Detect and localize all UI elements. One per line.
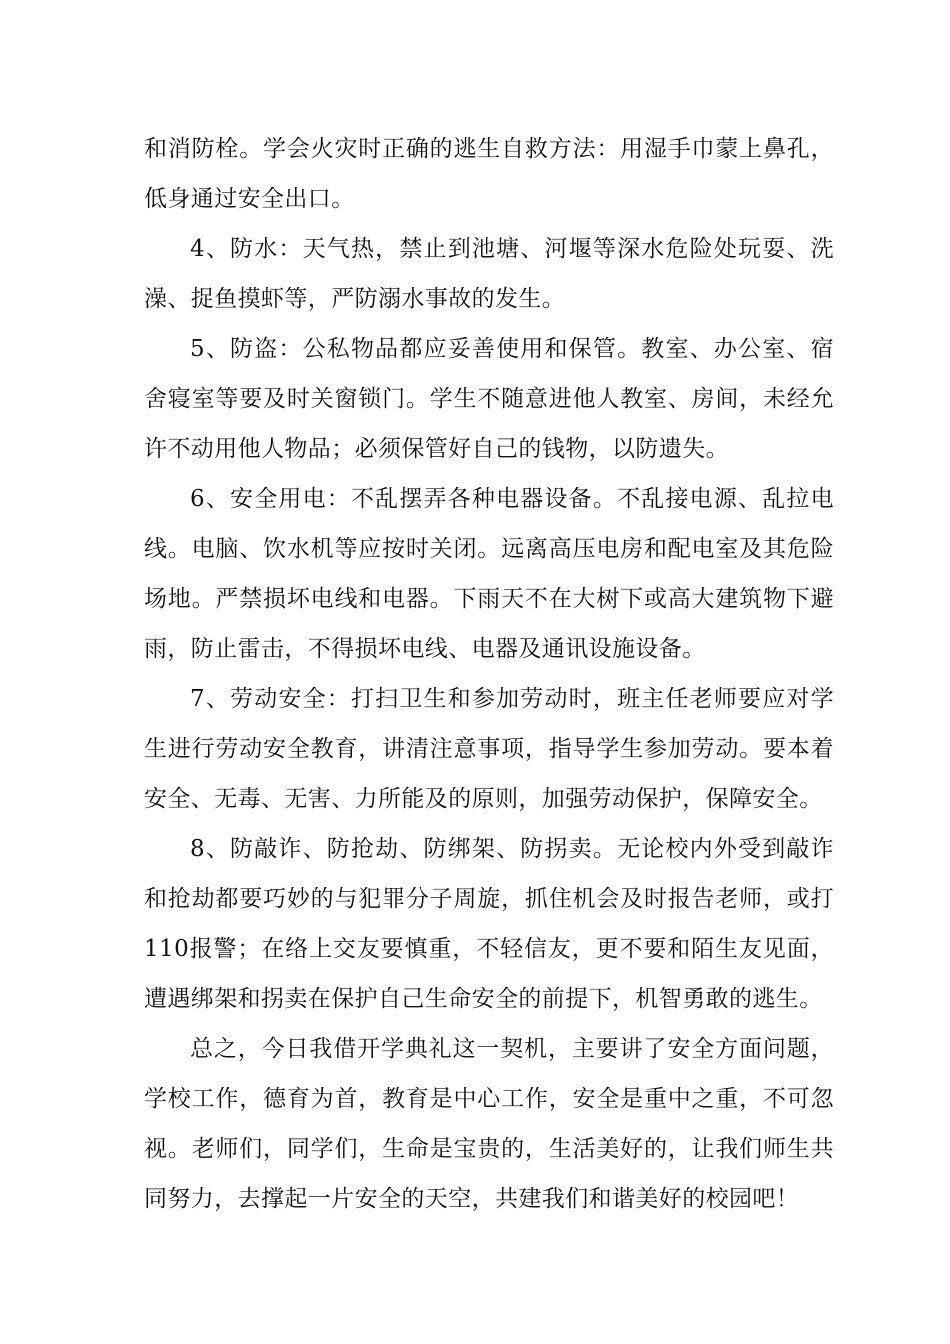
paragraph-labor-safety: 7、劳动安全：打扫卫生和参加劳动时，班主任老师要应对学生进行劳动安全教育，讲清注意事项，指导学生参加劳动。要本着安全、无毒、无害、力所能及的原则，加强劳动保护，保障安全。 (144, 686, 834, 812)
document-body (144, 124, 834, 1224)
paragraph-crime-prevention: 8、防敲诈、防抢劫、防绑架、防拐卖。无论校内外受到敲诈和抢劫都要巧妙的与犯罪分子周旋，抓住机会及时报告老师，或打110报警；在络上交友要慎重，不轻信友，更不要和陌生友见面，遭遇绑架和拐卖在保护自己生命安全的前提下，机智勇敢的逃生。 (144, 836, 834, 1012)
paragraph-theft-prevention: 5、防盗：公私物品都应妥善使用和保管。教室、办公室、宿舍寝室等要及时关窗锁门。学生不随意进他人教室、房间，未经允许不动用他人物品；必须保管好自己的钱物，以防遗失。 (144, 336, 834, 462)
paragraph-electrical-safety: 6、安全用电：不乱摆弄各种电器设备。不乱接电源、乱拉电线。电脑、饮水机等应按时关闭。远离高压电房和配电室及其危险场地。严禁损坏电线和电器。下雨天不在大树下或高大建筑物下避雨，防止雷击，不得损坏电线、电器及通讯设施设备。 (144, 486, 834, 662)
paragraph-fire-safety-continued: 和消防栓。学会火灾时正确的逃生自救方法：用湿手巾蒙上鼻孔，低身通过安全出口。 (144, 136, 834, 212)
paragraph-conclusion: 总之，今日我借开学典礼这一契机，主要讲了安全方面问题，学校工作，德育为首，教育是中心工作，安全是重中之重，不可忽视。老师们，同学们，生命是宝贵的，生活美好的，让我们师生共同努力，去撑起一片安全的天空，共建我们和谐美好的校园吧！ (144, 1036, 834, 1212)
paragraph-water-safety: 4、防水：天气热，禁止到池塘、河堰等深水危险处玩耍、洗澡、捉鱼摸虾等，严防溺水事故的发生。 (144, 236, 834, 312)
